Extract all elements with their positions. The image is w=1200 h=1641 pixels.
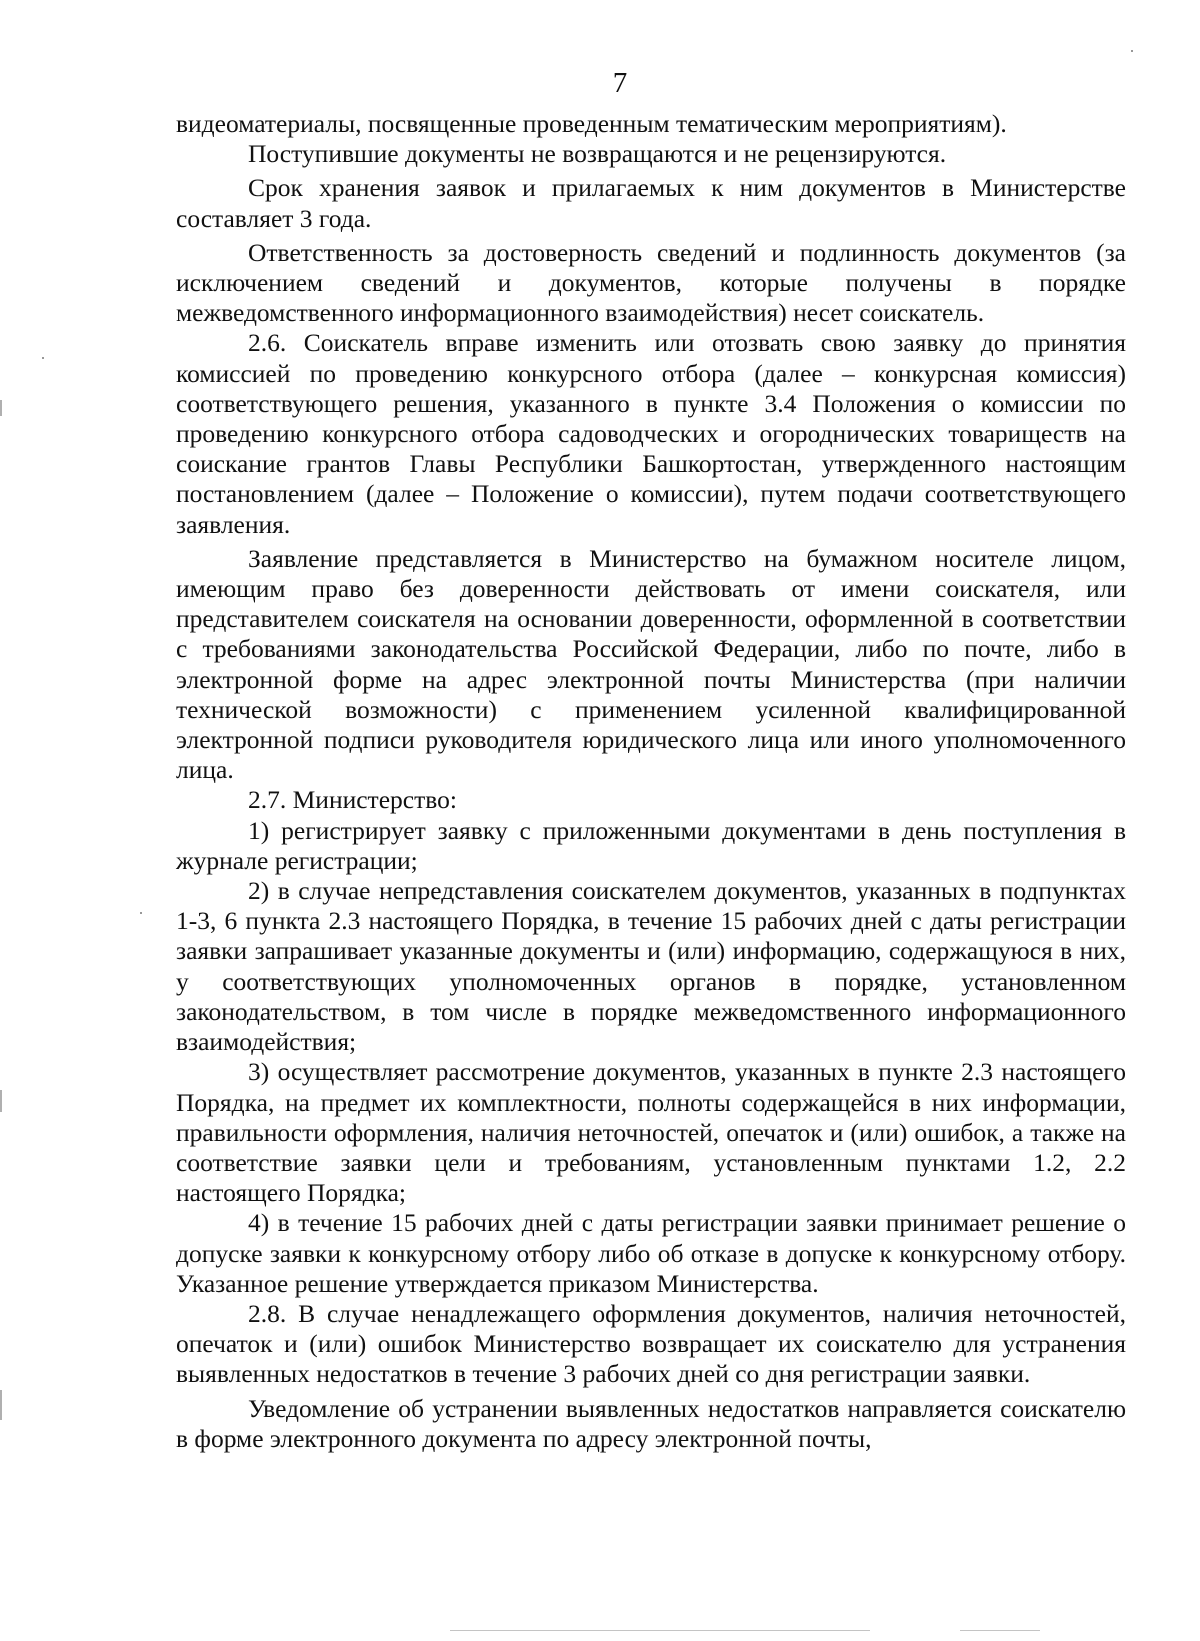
scan-speck	[140, 912, 142, 914]
paragraph: Поступившие документы не возвращаются и не рецензируются.	[248, 139, 947, 169]
scan-speck	[1131, 50, 1133, 52]
scan-bottom-noise	[450, 1630, 870, 1631]
page-number: 7	[612, 67, 628, 99]
paragraph-section-2-6: 2.6. Соискатель вправе изменить или отозвать свою заявку до принятия комиссией по проведению конкурсного отбора (далее – конкурсная комиссия) соответствующего решения, указанного в пункте 3.4 Положения о комиссии по проведению конкурсного отбора садоводческих и огороднических товариществ на соискание грантов Главы Республики Башкортостан, утвержденного настоящим постановлением (далее – Положение о комиссии), путем подачи соответствующего заявления.	[176, 328, 1126, 539]
scan-speck	[42, 357, 44, 359]
scan-edge-mark	[0, 1390, 2, 1420]
list-item-4: 4) в течение 15 рабочих дней с даты регистрации заявки принимает решение о допуске заявки к конкурсному отбору либо об отказе в допуске к конкурсному отбору. Указанное решение утверждается приказом Министерства.	[176, 1208, 1126, 1298]
list-item-3: 3) осуществляет рассмотрение документов, указанных в пункте 2.3 настоящего Порядка, на предмет их комплектности, полноты содержащейся в них информации, правильности оформления, наличия неточностей, опечаток и (или) ошибок, а также на соответствие заявки цели и требованиям, установленным пунктами 1.2, 2.2 настоящего Порядка;	[176, 1057, 1126, 1208]
paragraph-section-2-8: 2.8. В случае ненадлежащего оформления документов, наличия неточностей, опечаток и (или) ошибок Министерство возвращает их соискателю для устранения выявленных недостатков в течение 3 рабочих дней со дня регистрации заявки.	[176, 1298, 1126, 1389]
paragraph: Заявление представляется в Министерство на бумажном носителе лицом, имеющим право без доверенности действовать от имени соискателя, или представителем соискателя на основании доверенности, оформленной в соответствии с требованиями законодательства Российской Федерации, либо по почте, либо в электронной форме на адрес электронной почты Министерства (при наличии технической возможности) с применением усиленной квалифицированной электронной подписи руководителя юридического лица или иного уполномоченного лица.	[176, 543, 1126, 785]
scan-edge-mark	[0, 400, 2, 416]
document-body	[176, 109, 1126, 1454]
paragraph: Ответственность за достоверность сведений и подлинность документов (за исключением сведений и документов, которые получены в порядке межведомственного информационного взаимодействия) несет соискатель.	[176, 237, 1126, 328]
paragraph-continuation: видеоматериалы, посвященные проведенным тематическим мероприятиям).	[176, 109, 1007, 138]
paragraph: Уведомление об устранении выявленных недостатков направляется соискателю в форме электронного документа по адресу электронной почты,	[176, 1393, 1126, 1453]
paragraph-section-2-7: 2.7. Министерство:	[248, 785, 457, 815]
scan-edge-mark	[0, 1090, 2, 1112]
scan-bottom-noise	[960, 1630, 1040, 1631]
list-item-1: 1) регистрирует заявку с приложенными документами в день поступления в журнале регистрации;	[176, 815, 1126, 875]
paragraph: Срок хранения заявок и прилагаемых к ним документов в Министерстве составляет 3 года.	[176, 173, 1126, 233]
list-item-2: 2) в случае непредставления соискателем документов, указанных в подпунктах 1-3, 6 пункта 2.3 настоящего Порядка, в течение 15 рабочих дней с даты регистрации заявки запрашивает указанные документы и (или) информацию, содержащуюся в них, у соответствующих уполномоченных органов в порядке, установленном законодательством, в том числе в порядке межведомственного информационного взаимодействия;	[176, 876, 1126, 1057]
